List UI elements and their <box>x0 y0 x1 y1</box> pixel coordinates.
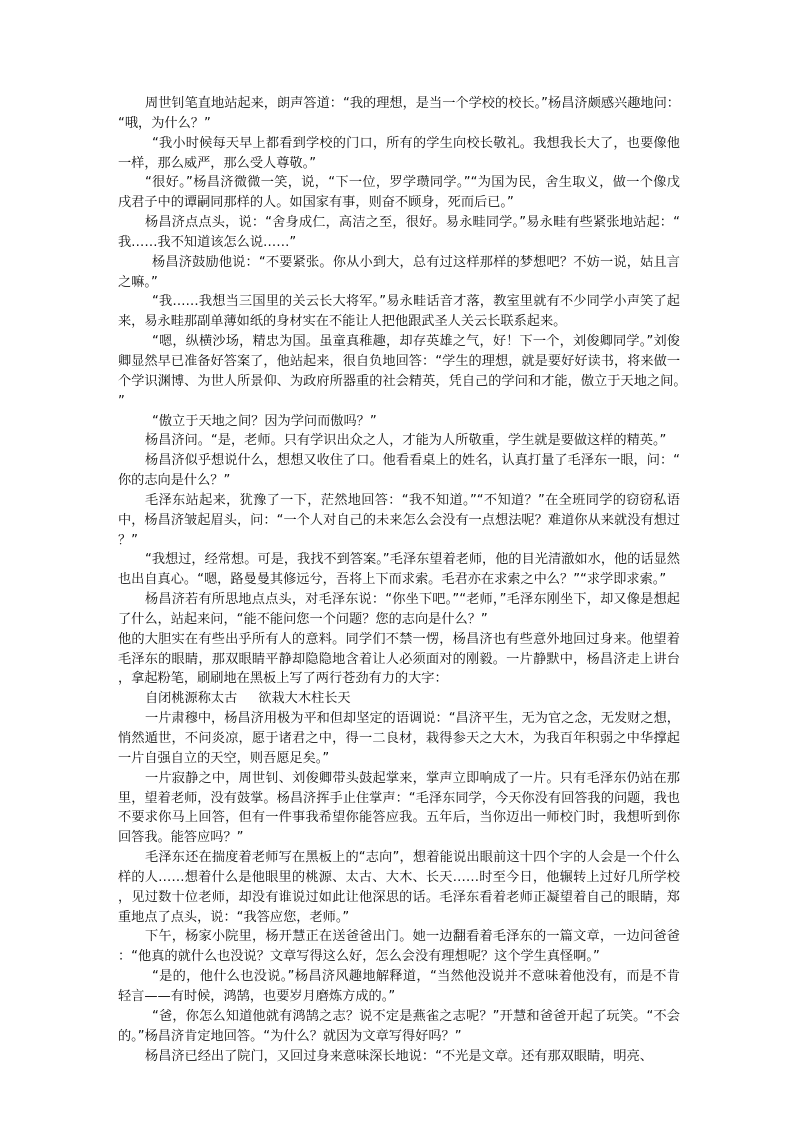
paragraph: 下午，杨家小院里，杨开慧正在送爸爸出门。她一边翻看着毛泽东的一篇文章，一边问爸爸：“他真的就什么也没说？文章写得这么好，怎么会没有理想呢？这个学生真怪啊。” <box>118 929 680 965</box>
paragraph: “是的，他什么也没说。”杨昌济风趣地解释道，“当然他没说并不意味着他没有，而是不肯轻言——有时候，鸿鹄，也要岁月磨炼方成的。” <box>118 969 680 1004</box>
paragraph: 杨昌济已经出了院门，又回过身来意味深长地说：“不光是文章。还有那双眼睛，明亮、 <box>145 1048 653 1064</box>
paragraph: “我想过，经常想。可是，我找不到答案。”毛泽东望着老师，他的目光清澈如水，他的话显然也出自真心。“嗯，路曼曼其修远兮，吾将上下而求索。毛君亦在求索之中么？”“求学即求索。” <box>118 552 680 588</box>
paragraph: 毛泽东站起来，犹豫了一下，茫然地回答：“我不知道。”“不知道？”在全班同学的窃窃私语中，杨昌济皱起眉头，问：“一个人对自己的未来怎么会没有一点想法呢？难道你从来就没有想过？” <box>118 492 680 548</box>
paragraph: 杨昌济似乎想说什么，想想又收住了口。他看看桌上的姓名，认真打量了毛泽东一眼，问：“你的志向是什么？” <box>118 453 680 489</box>
paragraph: “我小时候每天早上都看到学校的门口，所有的学生向校长敬礼。我想我长大了，也要像他一样，那么威严，那么受人尊敬。” <box>118 135 680 171</box>
paragraph: 他的大胆实在有些出乎所有人的意料。同学们不禁一愣，杨昌济也有些意外地回过身来。他望着毛泽东的眼睛，那双眼睛平静却隐隐地含着让人必须面对的刚毅。一片静默中，杨昌济走上讲台，拿起粉笔，刷刷地在黑板上写了两行苍劲有力的大字： <box>118 631 680 687</box>
paragraph: 杨昌济点点头，说：“舍身成仁，高洁之至，很好。易永畦同学。”易永畦有些紧张地站起：“我……我不知道该怎么说……” <box>118 215 680 250</box>
blackboard-couplet: 自闭桃源称太古 欲栽大木柱长天 <box>145 691 351 707</box>
paragraph: “我……我想当三国里的关云长大将军。”易永畦话音才落，教室里就有不少同学小声笑了起来，易永畦那副单薄如纸的身材实在不能让人把他跟武圣人关云长联系起来。 <box>118 294 680 330</box>
paragraph: “很好。”杨昌济微微一笑，说，“下一位，罗学瓒同学。”“为国为民，舍生取义，做一个像戊戌君子中的谭嗣同那样的人。如国家有事，则奋不顾身，死而后已。” <box>118 175 680 211</box>
paragraph: 周世钊笔直地站起来，朗声答道：“我的理想，是当一个学校的校长。”杨昌济颇感兴趣地问：“哦，为什么？” <box>118 96 680 131</box>
paragraph: 一片肃穆中，杨昌济用极为平和但却坚定的语调说：“昌济平生，无为官之念，无发财之想，悄然遁世，不问炎凉，愿于诸君之中，得一二良材，栽得参天之大木，为我百年积弱之中华撑起一片自强自立的天空，则吾愿足矣。” <box>118 711 680 766</box>
paragraph: 一片寂静之中，周世钊、刘俊卿带头鼓起掌来，掌声立即响成了一片。只有毛泽东仍站在那里，望着老师，没有鼓掌。杨昌济挥手止住掌声：“毛泽东同学，今天你没有回答我的问题，我也不要求你马上回答，但有一件事我希望你能答应我。五年后，当你迈出一师校门时，我想听到你回答我。能答应吗？” <box>118 770 680 846</box>
paragraph: “嗯，纵横沙场，精忠为国。虽童真稚趣，却存英雄之气，好！下一个，刘俊卿同学。”刘俊卿显然早已准备好答案了，他站起来，很自负地回答：“学生的理想，就是要好好读书，将来做一个学识渊博、为世人所景仰、为政府所器重的社会精英，凭自己的学问和才能，傲立于天地之间。” <box>118 334 680 409</box>
paragraph: 毛泽东还在揣度着老师写在黑板上的“志向”，想着能说出眼前这十四个字的人会是一个什么样的人……想着什么是他眼里的桃源、太古、大木、长天……时至今日，他辗转上过好几所学校，见过数十位老师，却没有谁说过如此让他深思的话。毛泽东看着老师正凝望着自己的眼睛，郑重地点了点头，说：“我答应您，老师。” <box>118 850 680 925</box>
paragraph: 杨昌济若有所思地点点头，对毛泽东说：“你坐下吧。”“老师，”毛泽东刚坐下，却又像是想起了什么，站起来问，“能不能问您一个问题？您的志向是什么？” <box>118 592 680 627</box>
paragraph: 杨昌济问。“是，老师。只有学识出众之人，才能为人所敬重，学生就是要做这样的精英。” <box>145 433 667 449</box>
paragraph: “傲立于天地之间？因为学问而傲吗？” <box>152 413 377 429</box>
paragraph: “爸，你怎么知道他就有鸿鹄之志？说不定是燕雀之志呢？”开慧和爸爸开起了玩笑。“不会的。”杨昌济肯定地回答。“为什么？就因为文章写得好吗？” <box>118 1008 680 1044</box>
article-body <box>118 94 680 1066</box>
paragraph: 杨昌济鼓励他说：“不要紧张。你从小到大，总有过这样那样的梦想吧？不妨一说，姑且言之嘛。” <box>118 254 680 290</box>
